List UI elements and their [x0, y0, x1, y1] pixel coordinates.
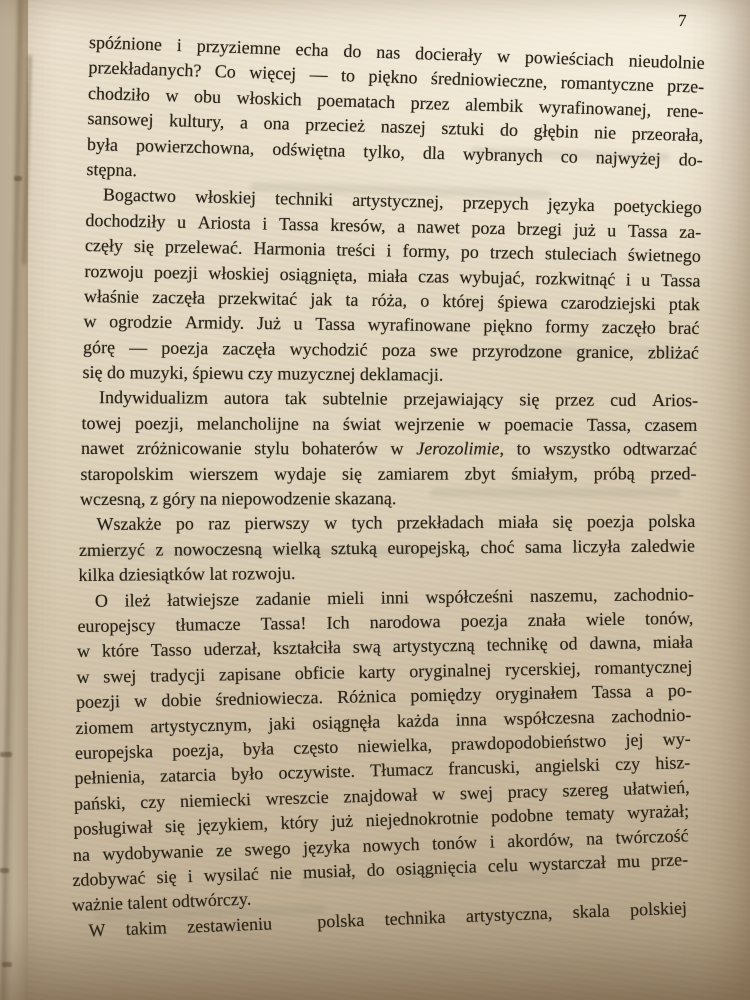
text-line: Wszakże po raz pierwszy w tych przekładach miała się poezja polska [96, 511, 696, 535]
text-line: częły się przelewać. Harmonia treści i formy, po trzech stuleciach świetnego [84, 235, 702, 266]
text-line: europejscy tłumacze Tassa! Ich narodowa poezja znała wiele tonów, [77, 607, 694, 636]
text-line: chodziło w obu włoskich poematach przez alembik wyrafinowanej, rene- [87, 82, 705, 122]
text-line: na wydobywanie ze swego języka nowych tonów i akordów, na twórczość [72, 824, 689, 865]
text-line: nawet zróżnicowanie stylu bohaterów w Jerozolimie, to wszystko odtwarzać [80, 438, 697, 459]
text-line: towej poezji, melancholijne na świat wejrzenie w poemacie Tassa, czasem [81, 412, 698, 435]
text-line: w które Tasso uderzał, kształciła swą artystyczną technikę od dawna, miała [76, 631, 694, 662]
page-edge-notch [0, 868, 9, 873]
text-line: w swej tradycji zapisane obficie karty oryginalnej rycerskiej, romantycznej [76, 656, 693, 687]
text-line: sansowej kultury, a ona przecież naszej sztuki do głębin nie przeorała, [87, 108, 704, 146]
page-edge-notch [2, 962, 12, 967]
page-edge-notch [0, 752, 12, 757]
text-line: rozwoju poezji włoskiej osiągnięta, miała czas wybujać, rozkwitnąć i u Tassa [84, 260, 701, 291]
text-line: zdobywać się i wysilać nie musiał, do osiągnięcia celu wystarczał mu prze- [72, 849, 689, 890]
page-edge-notch [14, 176, 22, 181]
text-line: europejska poezja, była często niewielka, prawdopodobieństwo jej wy- [74, 728, 692, 763]
text-line: Indywidualizm autora tak subtelnie przejawiający się przez cud Arios- [98, 387, 699, 411]
text-line: zmierzyć z nowoczesną wielką sztuką europejską, choć sama liczyła zaledwie [78, 535, 695, 560]
text-line: staropolskim wierszem wydaje się zamiarem zbyt śmiałym, próbą przed- [80, 462, 697, 484]
text-line: wczesną, z góry na niepowodzenie skazaną. [79, 488, 397, 510]
text-line: górę — poezja zaczęła wychodzić poza swe przyrodzone granice, zbliżać [82, 336, 700, 363]
text-line: dochodziły u Ariosta i Tassa kresów, a nawet poza brzegi już u Tassa za- [85, 209, 702, 242]
text-line: stępna. [86, 158, 138, 181]
text-block [71, 30, 706, 944]
text-line: O ileż łatwiejsze zadanie mieli inni współcześni naszemu, zachodnio- [94, 583, 695, 611]
text-line: Bogactwo włoskiej techniki artystycznej, przepych języka poetyckiego [102, 184, 703, 218]
text-line: posługiwał się językiem, który już niejednokrotnie podobne tematy wyrażał; [73, 800, 690, 840]
text-line: W takim zestawieniu polska technika artystyczna, skala polskiej [88, 897, 688, 941]
text-line: ważnie talent odtwórczy. [71, 888, 252, 916]
page-number: 7 [677, 10, 687, 31]
text-line: ziomem artystycznym, jaki osiągnęła każda inna współczesna zachodnio- [75, 704, 692, 738]
text-line: przekładanych? Co więcej — to piękno średniowieczne, romantyczne prze- [88, 57, 705, 98]
text-line: pełnienia, zatarcia było oczywiste. Tłumacz francuski, angielski czy hisz- [74, 752, 691, 789]
text-line: spóźnione i przyziemne echa do nas docierały w powieściach nieudolnie [88, 32, 706, 73]
text-line: poezji w dobie średniowiecza. Różnica pomiędzy oryginałem Tassa a po- [75, 680, 693, 713]
text-line: pański, czy niemiecki wreszcie znajdował w swej pracy szereg ułatwień, [73, 776, 690, 814]
text-line: w ogrodzie Armidy. Już u Tassa wyrafinowane piękno formy zaczęło brać [83, 311, 700, 339]
text-line: była powierzchowna, odświętna tylko, dla wybranych co najwyżej do- [86, 133, 703, 170]
text-line: kilka dziesiątków lat rozwoju. [78, 563, 296, 586]
text-line: się do muzyki, śpiewu czy muzycznej deklamacji. [82, 362, 444, 385]
text-line: właśnie zaczęła przekwitać jak ta róża, o której śpiewa czarodziejski ptak [83, 285, 700, 315]
